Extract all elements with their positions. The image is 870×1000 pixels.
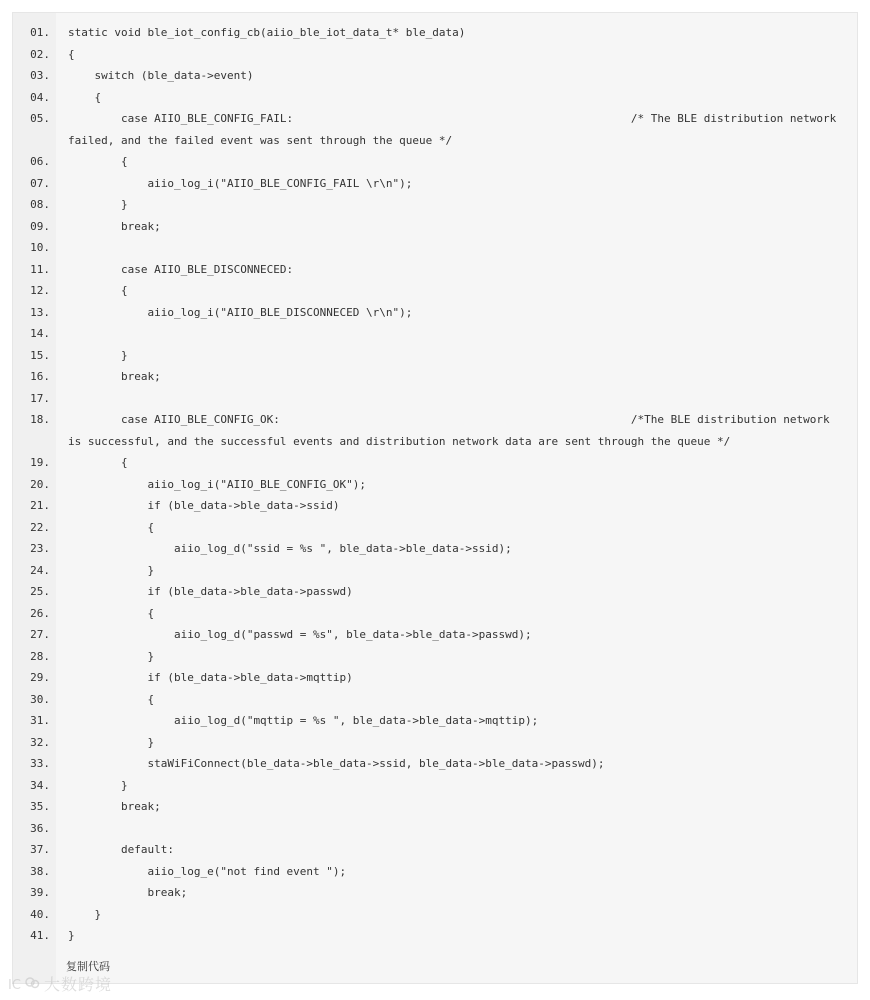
code-text: break;: [68, 800, 161, 813]
code-text: }: [68, 929, 75, 942]
code-text: }: [68, 778, 128, 792]
line-number: 38.: [30, 864, 50, 878]
code-text: aiio_log_d("mqttip = %s ", ble_data->ble_data->mqttip);: [68, 714, 539, 727]
code-text: break;: [68, 219, 161, 233]
line-number: 22.: [30, 520, 50, 534]
code-text: {: [68, 47, 75, 61]
line-number: 27.: [30, 628, 50, 641]
code-text: static void ble_iot_config_cb(aiio_ble_iot_data_t* ble_data): [68, 26, 466, 39]
line-number: 24.: [30, 563, 50, 577]
line-number: 35.: [30, 800, 50, 813]
code-text: case AIIO_BLE_CONFIG_OK: /*The BLE distribution network is successful, and the successful events and distribution network data are sent through the queue */: [68, 413, 837, 448]
line-number: 36.: [30, 821, 50, 835]
line-number: 19.: [30, 456, 50, 469]
line-number: 13.: [30, 305, 50, 319]
code-text: aiio_log_i("AIIO_BLE_CONFIG_FAIL \r\n");: [68, 176, 413, 190]
code-text: }: [68, 198, 128, 211]
watermark-text: 大数跨境: [44, 975, 113, 994]
line-number: 04.: [30, 90, 50, 104]
line-number: 41.: [30, 929, 50, 942]
line-number: 32.: [30, 735, 50, 749]
line-number: 08.: [30, 198, 50, 211]
code-text: case AIIO_BLE_DISCONNECED:: [68, 262, 294, 276]
code-text: break;: [68, 886, 188, 899]
code-text: {: [68, 90, 102, 104]
code-text: }: [68, 348, 128, 362]
line-number: 40.: [30, 907, 50, 921]
code-text: switch (ble_data->event): [68, 69, 254, 82]
code-text: {: [68, 692, 155, 706]
code-text: default:: [68, 843, 174, 856]
code-text: {: [68, 155, 128, 168]
svg-text:IC: IC: [8, 977, 21, 993]
line-number: 10.: [30, 241, 50, 254]
line-number: 16.: [30, 370, 50, 383]
line-number: 07.: [30, 176, 50, 190]
line-number: 29.: [30, 671, 50, 684]
line-number: 34.: [30, 778, 50, 792]
code-text: }: [68, 563, 155, 577]
line-number: 05.: [30, 112, 50, 125]
code-text: {: [68, 606, 155, 620]
line-number: 23.: [30, 542, 50, 555]
line-number: 06.: [30, 155, 50, 168]
code-text: if (ble_data->ble_data->passwd): [68, 585, 353, 598]
cloud-logo-icon: [8, 975, 40, 993]
line-number: 14.: [30, 327, 50, 340]
code-text: aiio_log_d("ssid = %s ", ble_data->ble_data->ssid);: [68, 542, 512, 555]
code-text: }: [68, 735, 155, 749]
code-text: staWiFiConnect(ble_data->ble_data->ssid, ble_data->ble_data->passwd);: [68, 757, 605, 770]
code-text: if (ble_data->ble_data->ssid): [68, 499, 340, 512]
line-number: 25.: [30, 585, 50, 598]
code-text: case AIIO_BLE_CONFIG_FAIL: /* The BLE distribution network failed, and the failed event was sent through the queue */: [68, 112, 843, 147]
code-text: }: [68, 907, 102, 921]
line-number: 39.: [30, 886, 50, 899]
code-block: [12, 12, 858, 984]
line-number: 03.: [30, 69, 50, 82]
line-number: 02.: [30, 47, 50, 61]
copy-code-button[interactable]: 复制代码: [66, 960, 110, 973]
line-number: 17.: [30, 391, 50, 405]
line-number: 37.: [30, 843, 50, 856]
line-number: 31.: [30, 714, 50, 727]
line-number: 09.: [30, 219, 50, 233]
line-number: 18.: [30, 413, 50, 426]
code-text: {: [68, 520, 155, 534]
line-number: 11.: [30, 262, 50, 276]
code-text: aiio_log_i("AIIO_BLE_DISCONNECED \r\n");: [68, 305, 413, 319]
watermark: [8, 972, 112, 995]
code-text: }: [68, 649, 155, 663]
line-number: 21.: [30, 499, 50, 512]
code-text: {: [68, 284, 128, 297]
line-number: 28.: [30, 649, 50, 663]
line-number: 26.: [30, 606, 50, 620]
code-text: aiio_log_d("passwd = %s", ble_data->ble_data->passwd);: [68, 628, 532, 641]
code-text: break;: [68, 370, 161, 383]
code-text: {: [68, 456, 128, 469]
code-text: aiio_log_i("AIIO_BLE_CONFIG_OK");: [68, 477, 367, 491]
code-text: if (ble_data->ble_data->mqttip): [68, 671, 353, 684]
line-number: 20.: [30, 477, 50, 491]
line-number: 12.: [30, 284, 50, 297]
line-number: 30.: [30, 692, 50, 706]
code-text: aiio_log_e("not find event ");: [68, 864, 347, 878]
line-number: 15.: [30, 348, 50, 362]
line-number: 01.: [30, 26, 50, 39]
line-number: 33.: [30, 757, 50, 770]
